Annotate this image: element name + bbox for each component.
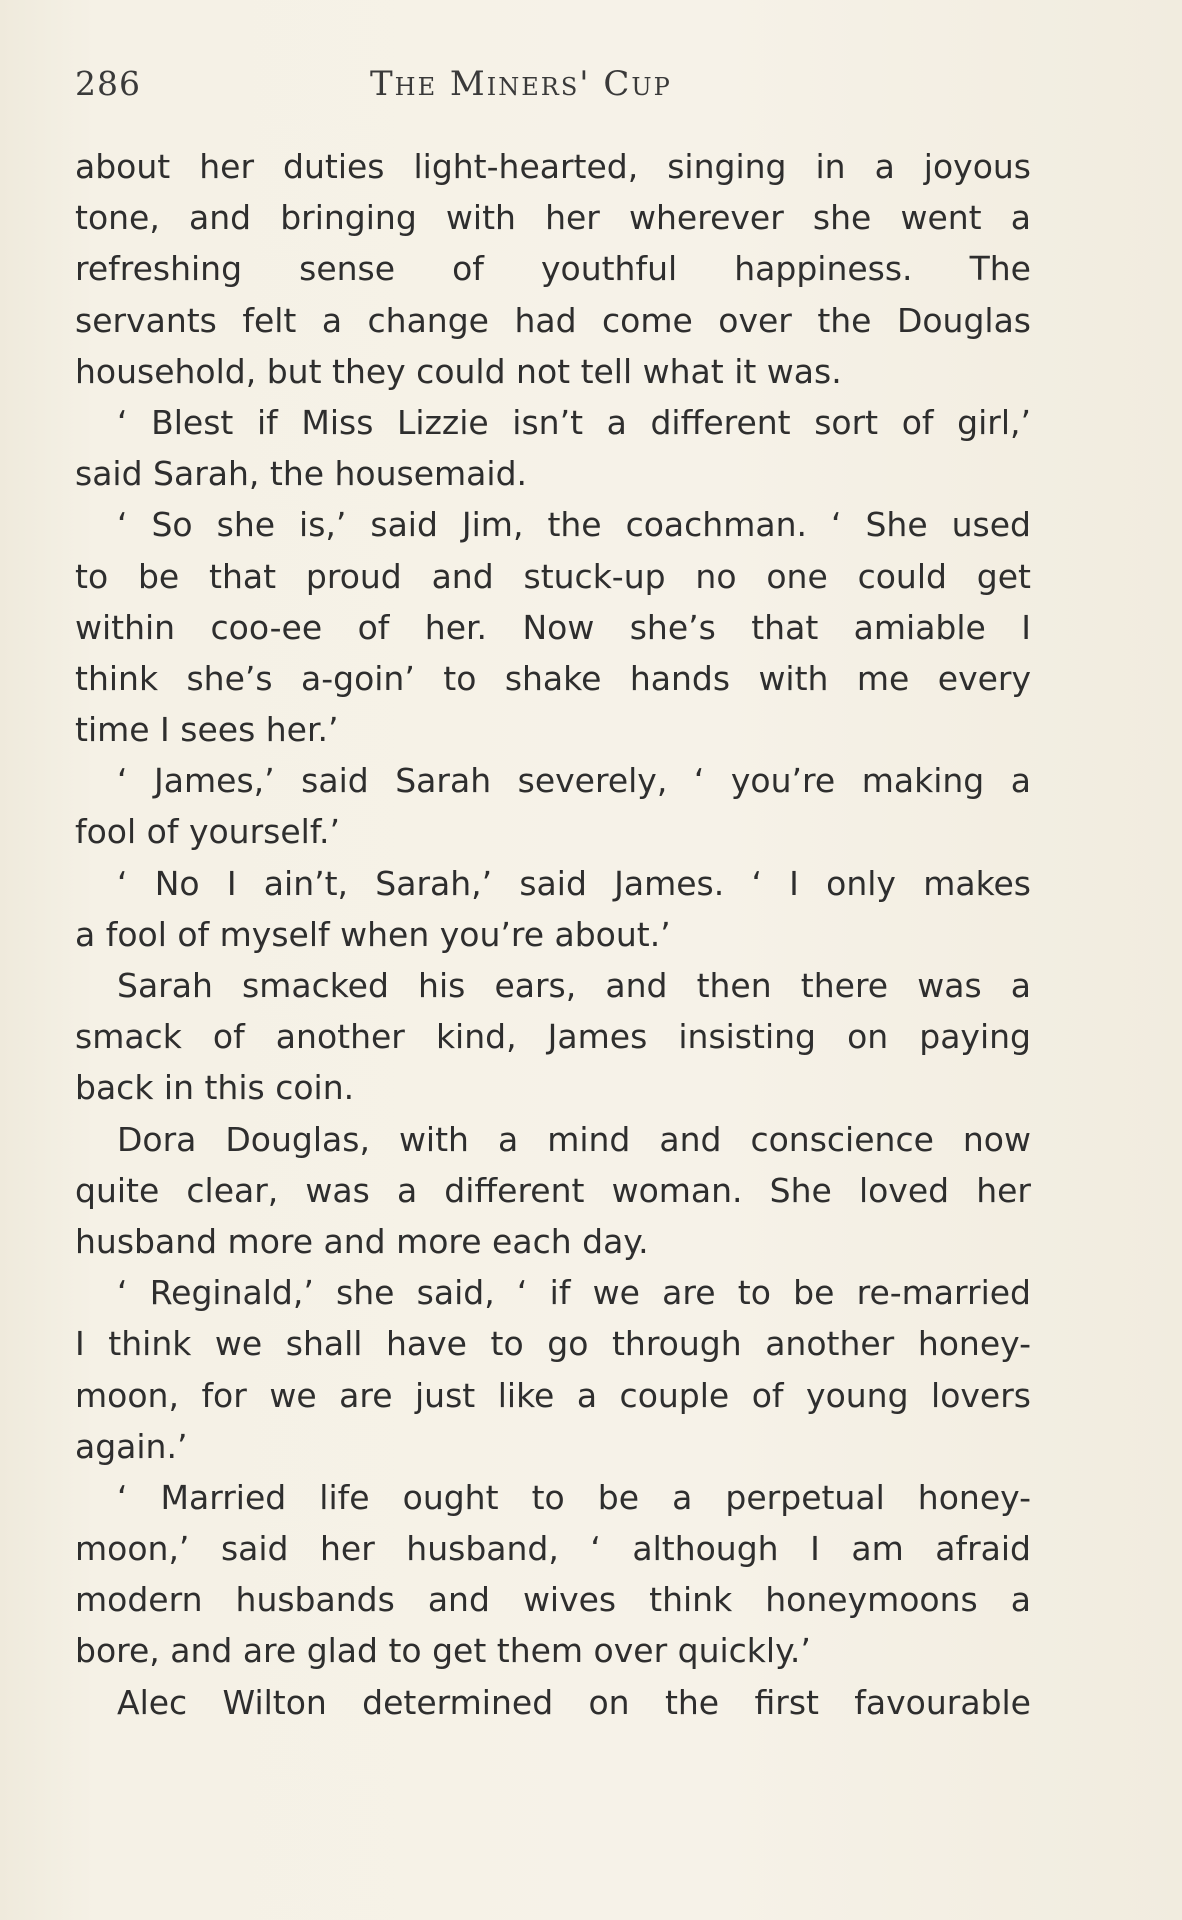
body-text [75, 141, 1031, 1728]
text-line: husband more and more each day. [75, 1221, 649, 1261]
text-line: moon, for we are just like a couple of young lovers [75, 1375, 1031, 1415]
text-line: ‘ Reginald,’ she said, ‘ if we are to be re-married [117, 1273, 1031, 1313]
text-line: ‘ So she is,’ said Jim, the coachman. ‘ She used [117, 505, 1031, 545]
text-line: tone, and bringing with her wherever she went a [75, 198, 1031, 238]
text-line: back in this coin. [75, 1068, 355, 1108]
text-line: said Sarah, the housemaid. [75, 454, 528, 494]
text-line: ‘ No I ain’t, Sarah,’ said James. ‘ I only makes [117, 863, 1031, 903]
text-line: Sarah smacked his ears, and then there was a [117, 966, 1031, 1005]
text-line: servants felt a change had come over the Douglas [75, 300, 1031, 340]
text-line: quite clear, was a different woman. She loved her [75, 1170, 1031, 1210]
text-line: think she’s a-goin’ to shake hands with me every [75, 658, 1031, 698]
page-number: 286 [75, 64, 141, 103]
text-line: moon,’ said her husband, ‘ although I am afraid [75, 1529, 1031, 1569]
text-line: ‘ Blest if Miss Lizzie isn’t a different sort of girl,’ [117, 402, 1031, 442]
text-line: bore, and are glad to get them over quickly.’ [75, 1631, 811, 1671]
text-line: fool of yourself.’ [75, 812, 341, 852]
text-line: a fool of myself when you’re about.’ [75, 914, 671, 954]
page-header [75, 58, 1035, 118]
text-line: ‘ Married life ought to be a perpetual honey- [117, 1477, 1031, 1517]
text-line: Alec Wilton determined on the first favourable [117, 1682, 1031, 1722]
text-line: again.’ [75, 1426, 188, 1466]
text-line: modern husbands and wives think honeymoons a [75, 1580, 1031, 1620]
text-line: Dora Douglas, with a mind and conscience now [117, 1119, 1031, 1159]
text-line: I think we shall have to go through another honey- [75, 1324, 1031, 1364]
text-line: time I sees her.’ [75, 710, 339, 750]
text-line: to be that proud and stuck-up no one could get [75, 556, 1031, 596]
text-line: within coo-ee of her. Now she’s that amiable I [75, 607, 1031, 647]
text-line: refreshing sense of youthful happiness. The [75, 249, 1031, 289]
text-line: household, but they could not tell what it was. [75, 351, 842, 391]
running-title: The Miners' Cup [370, 64, 672, 104]
text-line: about her duties light-hearted, singing in a joyous [75, 147, 1031, 186]
text-line: ‘ James,’ said Sarah severely, ‘ you’re making a [117, 761, 1031, 801]
text-line: smack of another kind, James insisting on paying [75, 1017, 1031, 1057]
